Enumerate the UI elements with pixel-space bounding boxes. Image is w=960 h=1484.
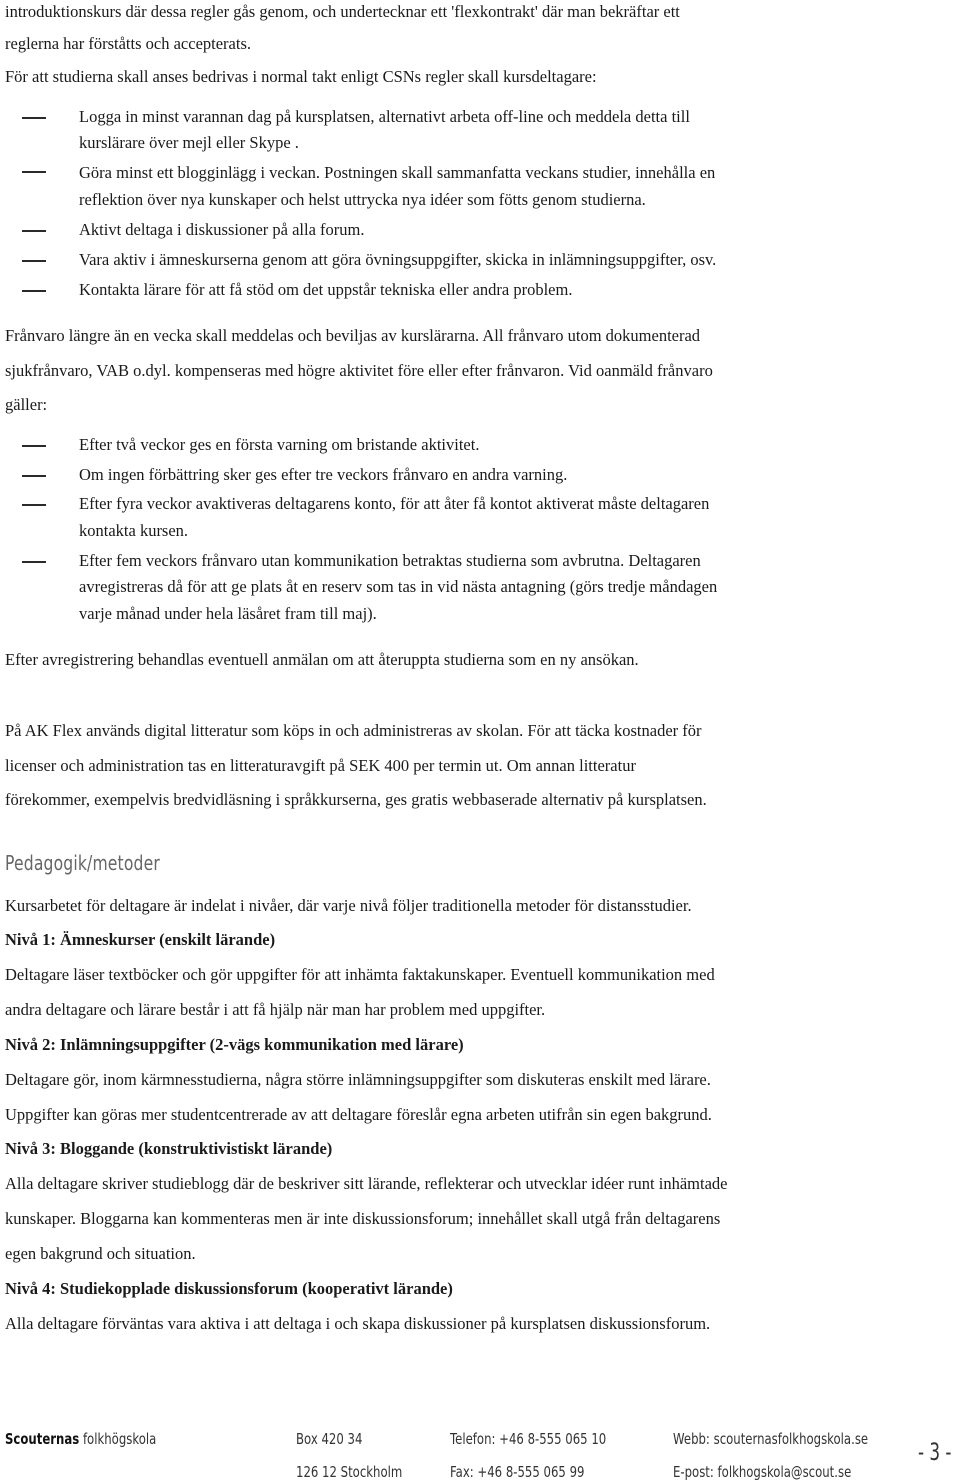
list-dash [22,230,46,232]
page-number: - 3 - [918,1438,952,1466]
level-text: Uppgifter kan göras mer studentcentrerade av att deltagare föreslår egna arbeten utifrån sin egen bakgrund. [5,1105,712,1124]
level-title: Nivå 4: Studiekopplade diskussionsforum (kooperativt lärande) [5,1279,453,1298]
footer-box: Box 420 34 [296,1430,363,1448]
literature-line-1: På AK Flex används digital litteratur som köps in och administreras av skolan. För att täcka kostnader för [5,721,702,740]
level-title: Nivå 2: Inlämningsuppgifter (2-vägs kommunikation med lärare) [5,1035,464,1054]
list-item: Om ingen förbättring sker ges efter tre veckors frånvaro en andra varning. [79,465,568,484]
footer-web-link[interactable]: Webb: scouternasfolkhogskola.se [673,1430,869,1448]
list-dash [22,260,46,262]
level-text: Deltagare gör, inom kärmnesstudierna, några större inlämningsuppgifter som diskuteras enskilt med lärare. [5,1070,711,1089]
list-item: Kontakta lärare för att få stöd om det uppstår tekniska eller andra problem. [79,280,573,299]
list-dash [22,475,46,477]
footer-org-rest: folkhögskola [79,1430,157,1448]
list-dash [22,561,46,563]
level-title: Nivå 3: Bloggande (konstruktivistiskt lärande) [5,1139,333,1158]
intro-line-2: reglerna har förståtts och accepterats. [5,34,251,53]
list-item: Efter två veckor ges en första varning om bristande aktivitet. [79,435,480,454]
level-text: egen bakgrund och situation. [5,1244,196,1263]
level-text: Deltagare läser textböcker och gör uppgifter för att inhämta faktakunskaper. Eventuell kommunikation med [5,965,715,984]
list-dash [22,445,46,447]
literature-line-3: förekommer, exempelvis bredvidläsning i språkkurserna, ges gratis webbaserade alternativ på kursplatsen. [5,790,707,809]
absence-line-2: sjukfrånvaro, VAB o.dyl. kompenseras med högre aktivitet före eller efter frånvaron. Vid oanmäld frånvaro [5,361,713,380]
list-item: Vara aktiv i ämneskurserna genom att göra övningsuppgifter, skicka in inlämningsuppgifter, osv. [79,250,717,269]
after-dereg-text: Efter avregistrering behandlas eventuell anmälan om att återuppta studierna som en ny ansökan. [5,650,639,669]
intro-line-1: introduktionskurs där dessa regler gås genom, och undertecknar ett 'flexkontrakt' där man bekräftar ett [5,2,680,21]
list-item: Efter fem veckors frånvaro utan kommunikation betraktas studierna som avbrutna. Deltagaren [79,551,701,570]
footer-phone: Telefon: +46 8-555 065 10 [450,1430,607,1448]
list-dash [22,504,46,506]
level-text: andra deltagare och lärare består i att få hjälp när man har problem med uppgifter. [5,1000,546,1019]
absence-line-1: Frånvaro längre än en vecka skall meddelas och beviljas av kurslärarna. All frånvaro utom dokumenterad [5,326,701,345]
literature-line-2: licenser och administration tas en litteraturavgift på SEK 400 per termin ut. Om annan litteratur [5,756,636,775]
absence-line-3: gäller: [5,395,48,414]
list-item-cont: avregistreras då för att ge plats åt en reserv som tas in vid nästa antagning (görs tredje måndagen [79,577,718,596]
footer-postal: 126 12 Stockholm [296,1463,403,1481]
section-heading: Pedagogik/metoder [5,851,160,875]
footer-org [5,1430,156,1448]
level-text: kunskaper. Bloggarna kan kommenteras men är inte diskussionsforum; innehållet skall utgå från deltagarens [5,1209,721,1228]
footer-email-link[interactable]: E-post: folkhogskola@scout.se [673,1463,852,1481]
list-item-cont: kurslärare över mejl eller Skype . [79,133,299,152]
footer-org-strong: Scouternas [5,1430,80,1448]
list-item: Aktivt deltaga i diskussioner på alla forum. [79,220,365,239]
pedagogy-intro: Kursarbetet för deltagare är indelat i nivåer, där varje nivå följer traditionella metoder för distansstudier. [5,896,692,915]
list-item: Logga in minst varannan dag på kursplatsen, alternativt arbeta off-line och meddela detta till [79,107,690,126]
level-title: Nivå 1: Ämneskurser (enskilt lärande) [5,930,276,949]
list-dash [22,117,46,119]
list-item-cont: varje månad under hela läsåret fram till maj). [79,604,377,623]
footer-fax: Fax: +46 8-555 065 99 [450,1463,585,1481]
list-item: Efter fyra veckor avaktiveras deltagarens konto, för att åter få kontot aktiverat måste deltagaren [79,494,710,513]
list-dash [22,171,46,173]
level-text: Alla deltagare skriver studieblogg där de beskriver sitt lärande, reflekterar och utvecklar idéer runt inhämtade [5,1174,728,1193]
list-item-cont: kontakta kursen. [79,521,189,540]
list-dash [22,290,46,292]
list-item: Göra minst ett blogginlägg i veckan. Postningen skall sammanfatta veckans studier, innehålla en [79,163,716,182]
intro-line-3: För att studierna skall anses bedrivas i normal takt enligt CSNs regler skall kursdeltagare: [5,67,597,86]
level-text: Alla deltagare förväntas vara aktiva i att deltaga i och skapa diskussioner på kursplatsen diskussionsforum. [5,1314,711,1333]
list-item-cont: reflektion över nya kunskaper och helst uttrycka nya idéer som fötts genom studierna. [79,190,646,209]
